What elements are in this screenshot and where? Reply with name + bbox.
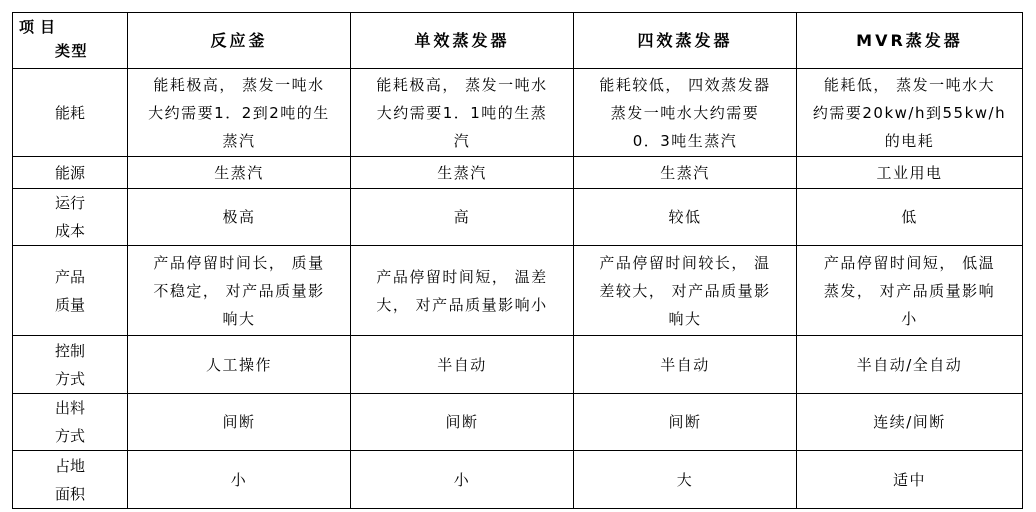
cell-text-line: 的电耗 <box>884 131 935 150</box>
cell-text-line: 高 <box>453 208 471 226</box>
table-cell <box>128 189 351 246</box>
cell-text-line: 生蒸汽 <box>214 163 264 182</box>
column-header-mvr: MVR蒸发器 <box>797 13 1023 69</box>
row-header-cell <box>13 451 128 509</box>
row-header-label: 产品 质量 <box>54 267 85 314</box>
column-header-reactor: 反应釜 <box>128 13 351 69</box>
cell-text-line: 大 <box>676 470 694 489</box>
table-cell <box>128 246 351 336</box>
cell-text-line: 响大 <box>668 309 702 328</box>
cell-text-line: 产品停留时间较长， 温 <box>599 253 771 272</box>
row-header-label: 能耗 <box>54 103 85 122</box>
row-header-label: 占地 面积 <box>54 456 85 503</box>
column-header-four-effect: 四效蒸发器 <box>574 13 797 69</box>
cell-text-line: 能耗低， 蒸发一吨水大 <box>823 75 996 94</box>
cell-text-line: 半自动 <box>437 355 487 374</box>
table-cell <box>574 394 797 451</box>
table-cell <box>351 189 574 246</box>
table-row <box>13 336 1023 394</box>
row-header-label: 能源 <box>54 163 85 182</box>
table-cell <box>574 69 797 157</box>
cell-text-line: 间断 <box>445 413 479 431</box>
table-cell <box>128 336 351 394</box>
cell-text-line: 大， 对产品质量影响小 <box>376 295 548 314</box>
row-header-label: 运行 成本 <box>54 194 85 240</box>
cell-text-line: 约需要20kw/h到55kw/h <box>812 103 1007 122</box>
cell-text-line: 能耗极高， 蒸发一吨水 <box>153 75 325 94</box>
cell-text-line: 半自动/全自动 <box>856 355 963 374</box>
cell-text-line: 低 <box>901 208 918 226</box>
row-header-label: 出料 方式 <box>54 399 85 445</box>
row-header-cell <box>13 394 128 451</box>
table-row <box>13 451 1023 509</box>
cell-text-line: 人工操作 <box>205 355 272 374</box>
row-header-cell <box>13 157 128 189</box>
table-cell <box>574 246 797 336</box>
table-cell <box>351 69 574 157</box>
cell-text-line: 间断 <box>222 413 256 431</box>
row-header-cell <box>13 246 128 336</box>
table-cell <box>797 69 1023 157</box>
column-header-single-effect: 单效蒸发器 <box>351 13 574 69</box>
cell-text-line: 汽 <box>453 131 471 150</box>
cell-text-line: 产品停留时间长， 质量 <box>153 253 325 272</box>
table-cell <box>797 451 1023 509</box>
row-header-cell <box>13 69 128 157</box>
corner-header-cell <box>13 13 128 69</box>
cell-text-line: 产品停留时间短， 温差 <box>376 267 548 286</box>
cell-text-line: 能耗较低， 四效蒸发器 <box>599 75 771 94</box>
table-cell <box>797 336 1023 394</box>
cell-text-line: 蒸发， 对产品质量影响 <box>823 281 996 300</box>
table-cell <box>574 451 797 509</box>
corner-header-type: 类型 <box>55 42 89 60</box>
cell-text-line: 小 <box>453 470 471 489</box>
row-header-label: 控制 方式 <box>54 341 85 388</box>
cell-text-line: 间断 <box>668 413 702 431</box>
cell-text-line: 生蒸汽 <box>660 163 710 182</box>
cell-text-line: 工业用电 <box>876 163 943 182</box>
table-row <box>13 246 1023 336</box>
table-cell <box>128 394 351 451</box>
row-header-cell <box>13 189 128 246</box>
table-cell <box>574 189 797 246</box>
table-cell <box>351 336 574 394</box>
cell-text-line: 极高 <box>222 208 256 226</box>
table-cell <box>351 246 574 336</box>
cell-text-line: 生蒸汽 <box>437 163 487 182</box>
table-cell <box>574 157 797 189</box>
table-cell <box>351 451 574 509</box>
table-row <box>13 394 1023 451</box>
cell-text-line: 连续/间断 <box>873 413 946 431</box>
table-cell <box>797 394 1023 451</box>
cell-text-line: 大约需要1．2到2吨的生 <box>148 103 330 122</box>
cell-text-line: 适中 <box>892 470 926 489</box>
cell-text-line: 响大 <box>222 309 256 328</box>
table-cell <box>128 157 351 189</box>
cell-text-line: 差较大， 对产品质量影 <box>599 281 771 300</box>
cell-text-line: 小 <box>901 309 918 328</box>
cell-text-line: 半自动 <box>660 355 710 374</box>
table-cell <box>797 189 1023 246</box>
cell-text-line: 大约需要1．1吨的生蒸 <box>376 103 548 122</box>
cell-text-line: 蒸汽 <box>222 131 256 150</box>
table-row <box>13 189 1023 246</box>
table-cell <box>797 157 1023 189</box>
table-cell <box>351 157 574 189</box>
cell-text-line: 不稳定， 对产品质量影 <box>153 281 325 300</box>
corner-header-item: 项目 <box>19 18 62 36</box>
row-header-cell <box>13 336 128 394</box>
cell-text-line: 能耗极高， 蒸发一吨水 <box>376 75 548 94</box>
comparison-table <box>12 12 1023 509</box>
cell-text-line: 产品停留时间短， 低温 <box>823 253 996 272</box>
table-cell <box>128 451 351 509</box>
cell-text-line: 0．3吨生蒸汽 <box>632 131 738 150</box>
table-row <box>13 157 1023 189</box>
header-row <box>13 13 1023 69</box>
cell-text-line: 蒸发一吨水大约需要 <box>610 103 760 122</box>
table-cell <box>351 394 574 451</box>
table-row <box>13 69 1023 157</box>
table-cell <box>128 69 351 157</box>
table-cell <box>797 246 1023 336</box>
cell-text-line: 较低 <box>668 208 702 226</box>
cell-text-line: 小 <box>230 470 248 489</box>
table-cell <box>574 336 797 394</box>
